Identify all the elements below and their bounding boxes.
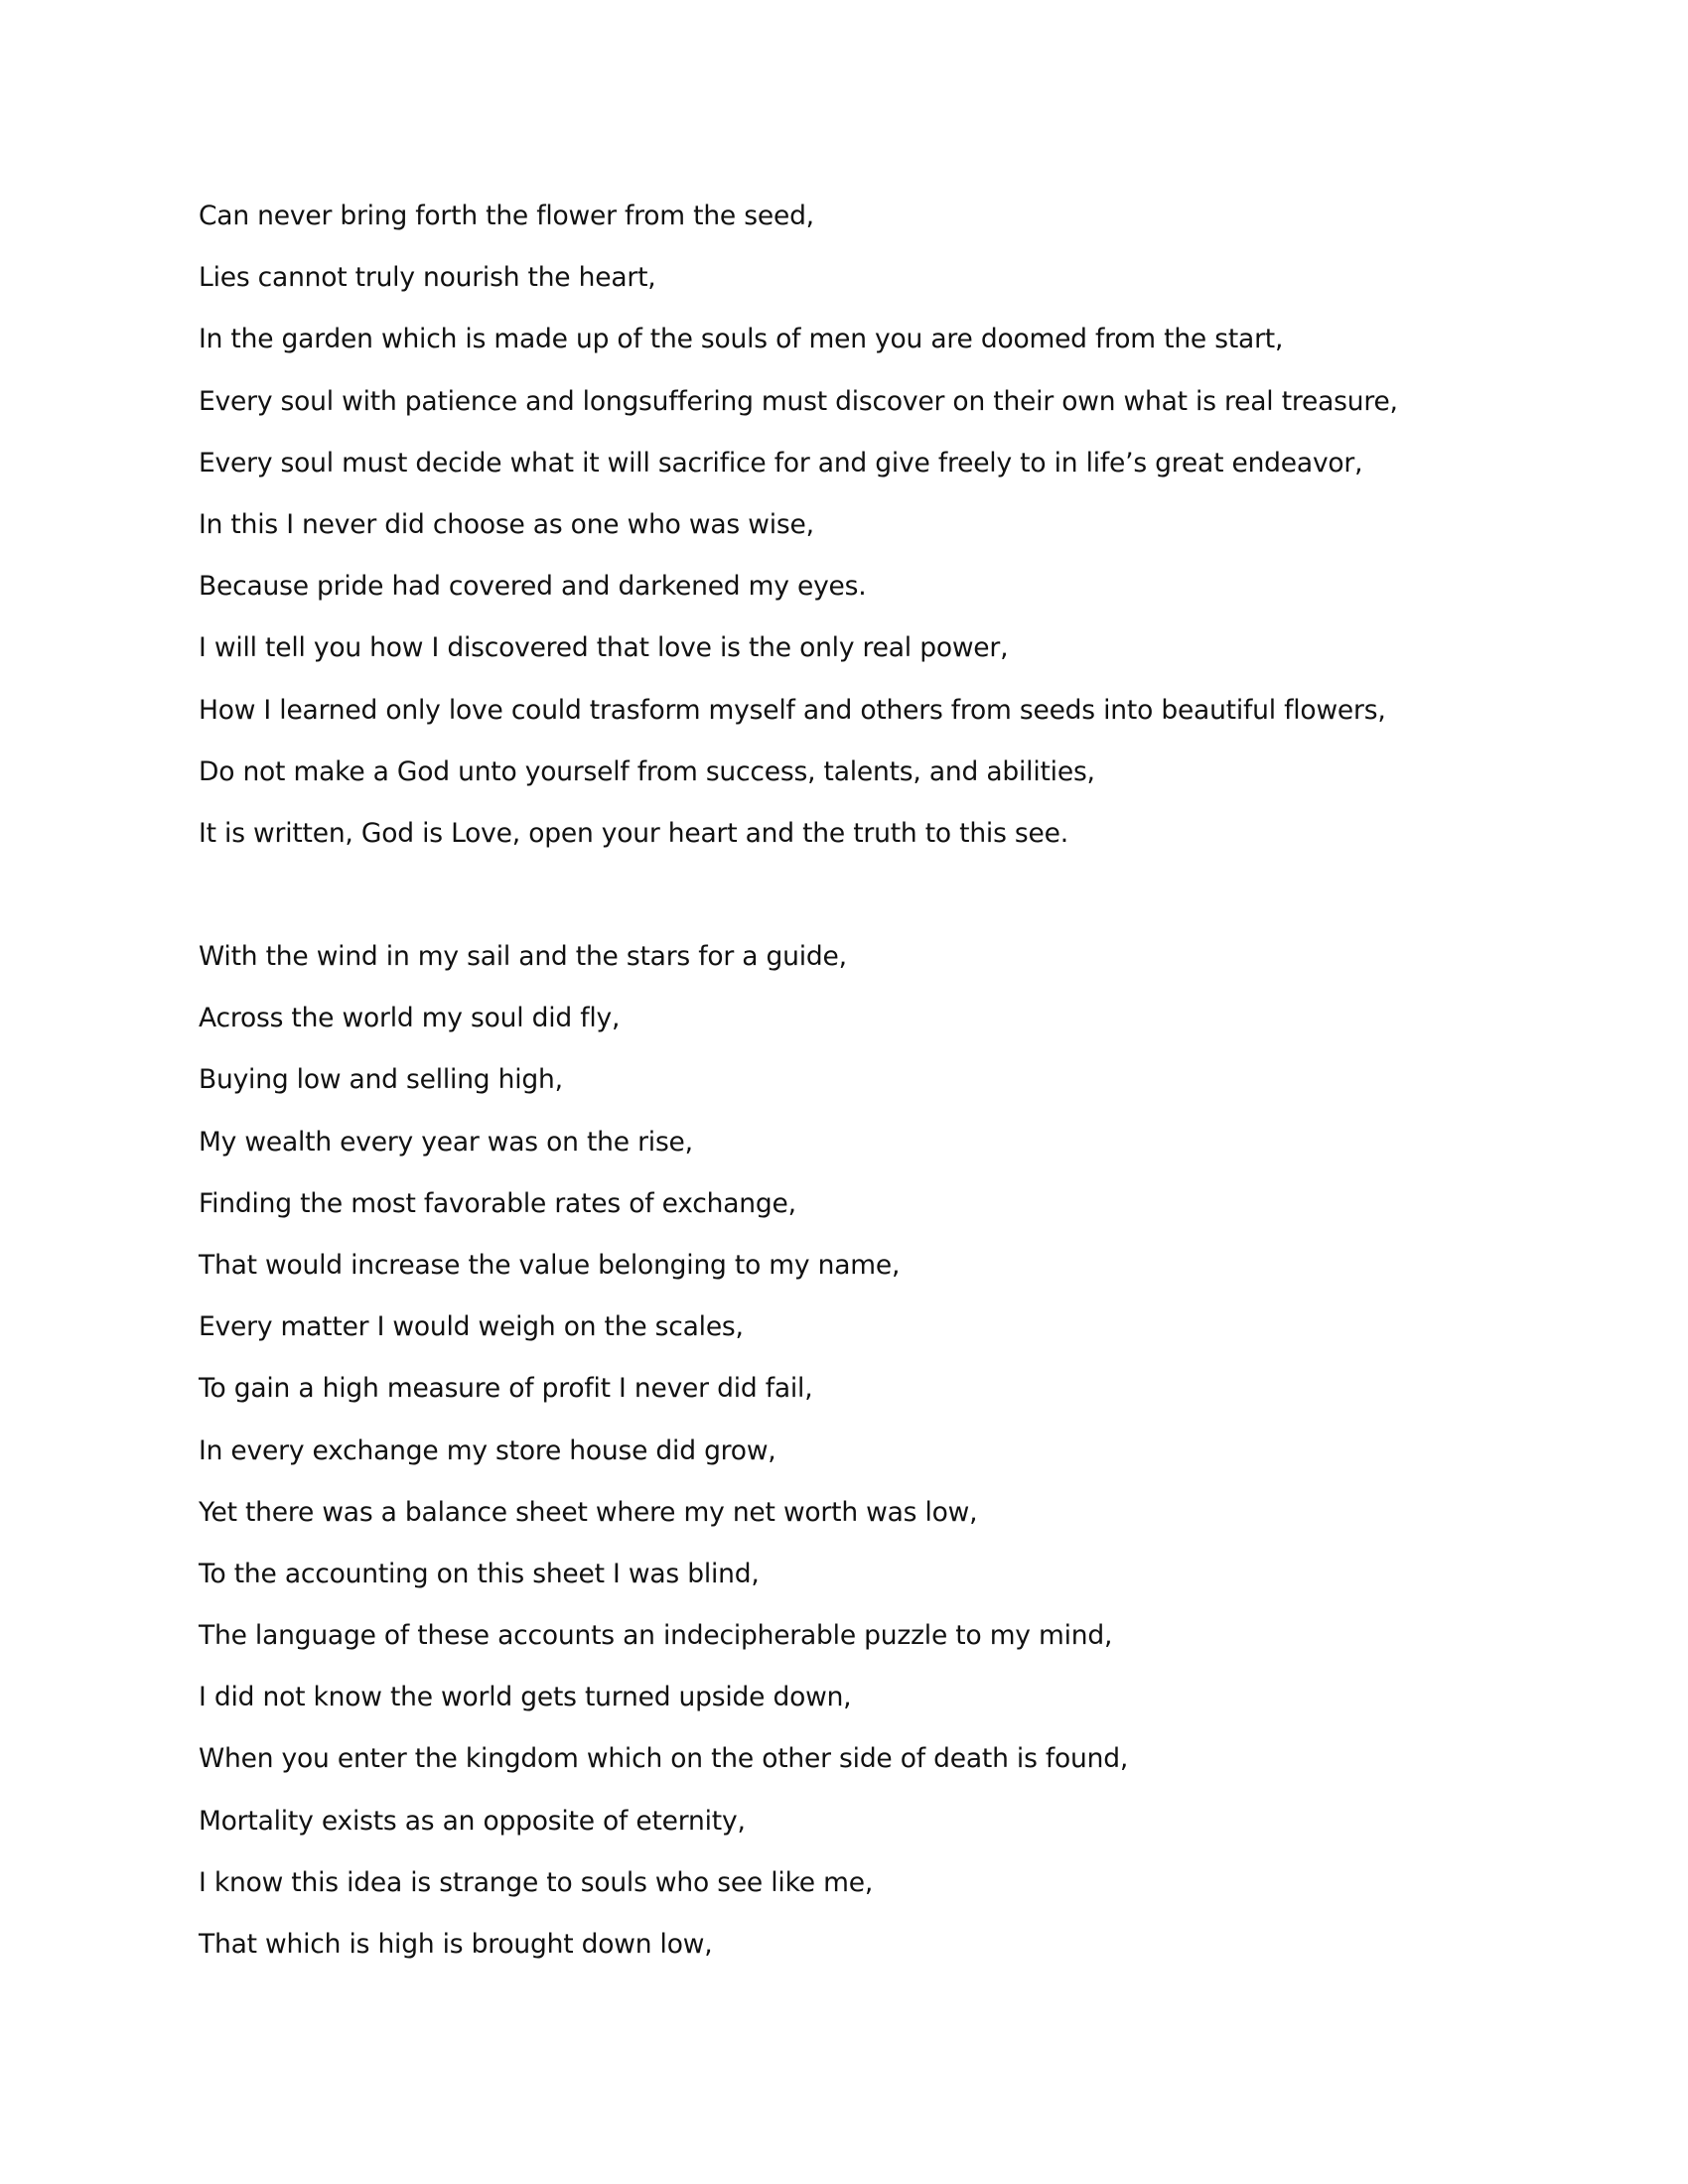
poem-line: Because pride had covered and darkened my eyes. <box>199 571 867 603</box>
poem-line: Every soul must decide what it will sacrifice for and give freely to in life’s great endeavor, <box>199 447 1363 478</box>
poem-line: Finding the most favorable rates of exchange, <box>199 1187 796 1219</box>
poem-line: That which is high is brought down low, <box>199 1929 713 1960</box>
poem-line: Mortality exists as an opposite of eternity, <box>199 1805 746 1837</box>
stanza-2 <box>199 937 1128 1986</box>
poem-line: In this I never did choose as one who was wise, <box>199 508 814 540</box>
poem-line: Do not make a God unto yourself from success, talents, and abilities, <box>199 755 1095 787</box>
poem-line: Buying low and selling high, <box>199 1064 563 1096</box>
poem-line: Can never bring forth the flower from the seed, <box>199 201 814 231</box>
poem-line: Every matter I would weigh on the scales, <box>199 1311 744 1343</box>
poem-line: How I learned only love could trasform myself and others from seeds into beautiful flowers, <box>199 694 1386 726</box>
poem-line: To the accounting on this sheet I was blind, <box>199 1558 760 1589</box>
poem-line: Every soul with patience and longsuffering must discover on their own what is real treasure, <box>199 385 1398 417</box>
poem-line: In every exchange my store house did grow, <box>199 1434 776 1466</box>
poem-line: The language of these accounts an indecipherable puzzle to my mind, <box>199 1620 1113 1652</box>
poem-line: I know this idea is strange to souls who see like me, <box>199 1866 874 1898</box>
poem-line: It is written, God is Love, open your heart and the truth to this see. <box>199 817 1068 849</box>
poem-line: With the wind in my sail and the stars for a guide, <box>199 941 847 972</box>
poem-line: I did not know the world gets turned upside down, <box>199 1682 852 1713</box>
poem-line: To gain a high measure of profit I never did fail, <box>199 1373 813 1405</box>
poem-line: In the garden which is made up of the souls of men you are doomed from the start, <box>199 324 1284 355</box>
poem-line: Yet there was a balance sheet where my net worth was low, <box>199 1496 978 1528</box>
stanza-1 <box>199 197 1398 876</box>
poem-line: That would increase the value belonging to my name, <box>199 1249 901 1281</box>
poem-line: Lies cannot truly nourish the heart, <box>199 262 656 294</box>
poem-line: When you enter the kingdom which on the other side of death is found, <box>199 1743 1129 1775</box>
poem-line: Across the world my soul did fly, <box>199 1003 621 1034</box>
poem-line: I will tell you how I discovered that love is the only real power, <box>199 632 1009 664</box>
poem-line: My wealth every year was on the rise, <box>199 1126 693 1158</box>
